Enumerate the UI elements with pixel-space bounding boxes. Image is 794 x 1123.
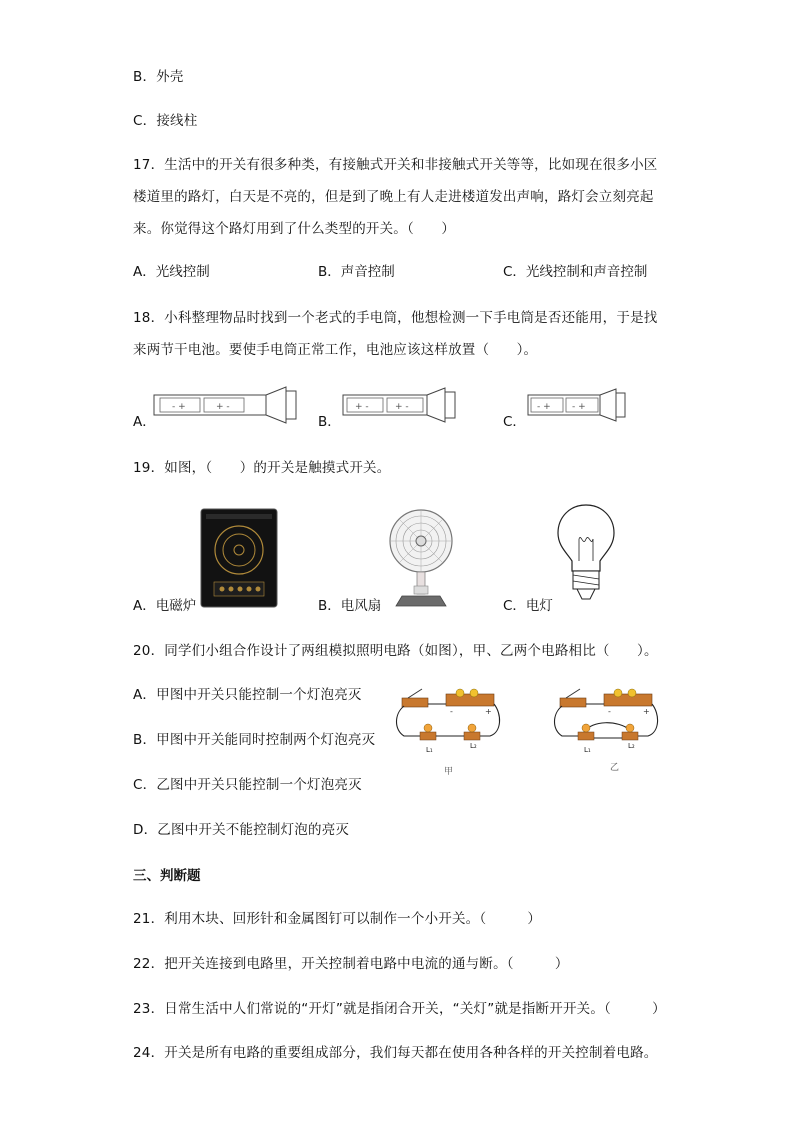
circuit-yi-diagram	[548, 684, 660, 766]
q18-option-c: C．	[503, 414, 526, 430]
q17-option-b: B．声音控制	[318, 264, 395, 280]
q18-option-a: A．	[133, 414, 156, 430]
q18-stem-line-2: 来两节干电池。要使手电筒正常工作，电池应该这样放置（ ）。	[133, 342, 538, 358]
fig-yi-caption: 乙	[610, 763, 620, 773]
q19-option-c: C．电灯	[503, 598, 553, 614]
electric-fan-image	[386, 508, 456, 610]
q20-option-a: A．甲图中开关只能控制一个灯泡亮灭	[133, 687, 362, 703]
q17-stem-line-3: 来。你觉得这个路灯用到了什么类型的开关。（ ）	[133, 221, 456, 237]
svg-text:- +: - +	[537, 402, 551, 412]
svg-text:+ -: + -	[355, 402, 369, 412]
q20-stem: 20．同学们小组合作设计了两组模拟照明电路（如图），甲、乙两个电路相比（ ）。	[133, 643, 658, 659]
flashlight-a-image	[152, 385, 300, 425]
q17-option-c: C．光线控制和声音控制	[503, 264, 648, 280]
q18-option-b: B．	[318, 414, 341, 430]
light-bulb-image	[555, 503, 617, 603]
q17-stem-line-1: 17．生活中的开关有很多种类，有接触式开关和非接触式开关等等，比如现在很多小区	[133, 157, 658, 173]
fig-jia-caption: 甲	[444, 767, 454, 777]
svg-text:-: -	[450, 707, 453, 716]
q24-stem: 24．开关是所有电路的重要组成部分，我们每天都在使用各种各样的开关控制着电路。	[133, 1045, 658, 1061]
q16-option-c: C．接线柱	[133, 113, 198, 129]
induction-cooker-image	[200, 508, 278, 608]
q22-stem: 22．把开关连接到电路里，开关控制着电路中电流的通与断。（ ）	[133, 956, 569, 972]
q20-option-c: C．乙图中开关只能控制一个灯泡亮灭	[133, 777, 362, 793]
svg-text:+: +	[485, 707, 492, 716]
q19-option-b: B．电风扇	[318, 598, 382, 614]
q17-option-a: A．光线控制	[133, 264, 210, 280]
svg-text:- +: - +	[172, 402, 186, 412]
svg-text:+: +	[643, 707, 650, 716]
label-l2: L₂	[628, 742, 635, 750]
q16-option-b: B．外壳	[133, 69, 184, 85]
svg-text:+ -: + -	[216, 402, 230, 412]
q23-stem: 23．日常生活中人们常说的“开灯”就是指闭合开关，“关灯”就是指断开开关。（ ）	[133, 1001, 666, 1017]
circuit-jia-diagram	[390, 684, 502, 766]
flashlight-b-image	[341, 385, 459, 425]
q20-option-b: B．甲图中开关能同时控制两个灯泡亮灭	[133, 732, 376, 748]
q19-stem: 19．如图，（ ）的开关是触摸式开关。	[133, 460, 391, 476]
section-title-judgement: 三、判断题	[133, 868, 201, 884]
q17-stem-line-2: 楼道里的路灯，白天是不亮的，但是到了晚上有人走进楼道发出声响，路灯会立刻亮起	[133, 189, 654, 205]
flashlight-c-image	[526, 385, 630, 425]
q19-option-a: A．电磁炉	[133, 598, 197, 614]
q20-option-d: D．乙图中开关不能控制灯泡的亮灭	[133, 822, 350, 838]
q18-stem-line-1: 18．小科整理物品时找到一个老式的手电筒，他想检测一下手电筒是否还能用，于是找	[133, 310, 658, 326]
svg-text:+ -: + -	[395, 402, 409, 412]
svg-text:- +: - +	[572, 402, 586, 412]
label-l1: L₁	[584, 746, 591, 754]
q21-stem: 21．利用木块、回形针和金属图钉可以制作一个小开关。（ ）	[133, 911, 542, 927]
svg-text:-: -	[608, 707, 611, 716]
label-l2: L₂	[470, 742, 477, 750]
label-l1: L₁	[426, 746, 433, 754]
